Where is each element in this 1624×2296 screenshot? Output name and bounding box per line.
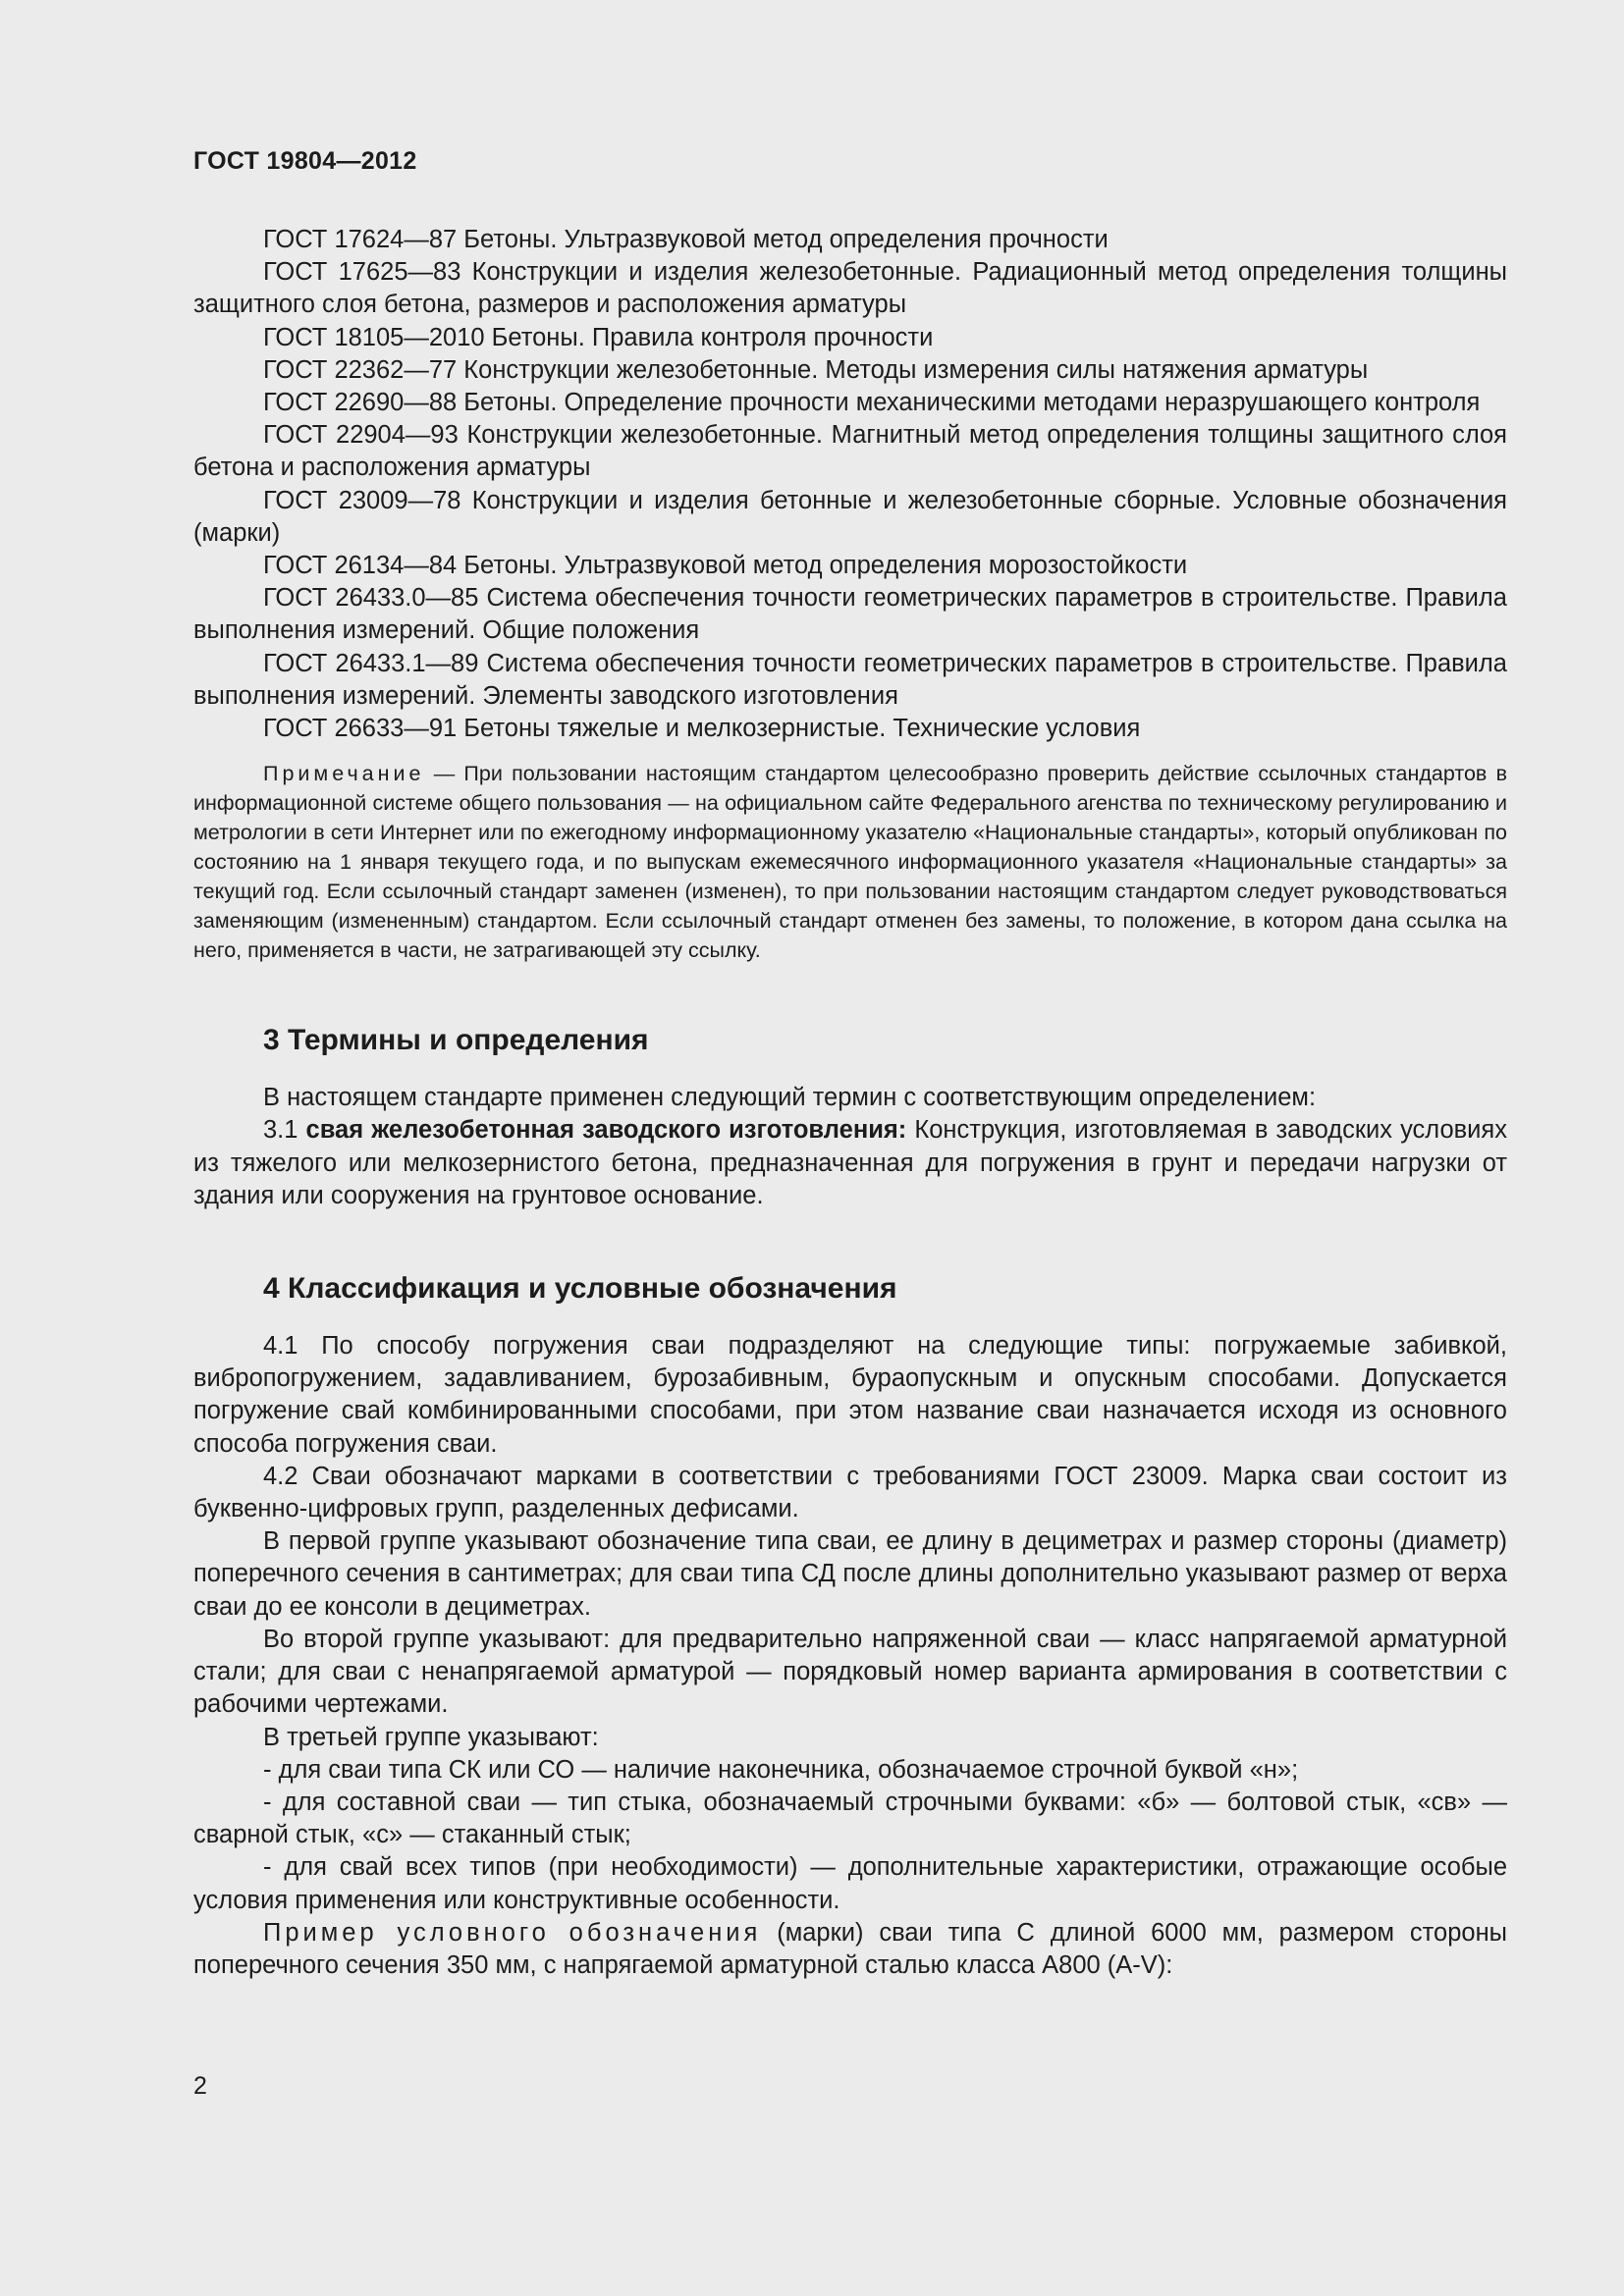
example-text: (марки) сваи типа С длиной 6000 мм, размером стороны поперечного сечения 350 мм, с напрягаемой арматурной сталью класса А800 (A-V): — [193, 1918, 1508, 1979]
term-name: свая железобетонная заводского изготовления: — [305, 1116, 907, 1145]
term-definition — [193, 1114, 1507, 1212]
reference-item: ГОСТ 22904—93 Конструкции железобетонные. Магнитный метод определения толщины защитного слоя бетона и расположения арматуры — [193, 421, 1507, 482]
term-definition-text: Конструкция, изготовляемая в заводских условиях из тяжелого или мелкозернистого бетона, предназначенная для погружения в грунт и передачи нагрузки от здания или сооружения на грунтовое основание. — [193, 1116, 1507, 1209]
page-number: 2 — [193, 2072, 207, 2100]
paragraph-second-group: Во второй группе указывают: для предварительно напряженной сваи — класс напрягаемой арматурной стали; для сваи с ненапрягаемой арматурой — порядковый номер варианта армирования в соответствии с рабочими чертежами. — [193, 1625, 1507, 1719]
normative-references-list — [193, 224, 1507, 745]
reference-item: ГОСТ 26633—91 Бетоны тяжелые и мелкозернистые. Технические условия — [263, 715, 1141, 743]
list-item-extra: - для свай всех типов (при необходимости) — дополнительные характеристики, отражающие особые условия применения или конструктивные особенности. — [193, 1853, 1507, 1914]
paragraph-first-group: В первой группе указывают обозначение типа сваи, ее длину в дециметрах и размер стороны (диаметр) поперечного сечения в сантиметрах; для сваи типа СД после длины дополнительно указывают размер от верха сваи до ее консоли в дециметрах. — [193, 1527, 1507, 1621]
term-number: 3.1 — [263, 1116, 306, 1145]
reference-item: ГОСТ 17625—83 Конструкции и изделия железобетонные. Радиационный метод определения толщины защитного слоя бетона, размеров и расположения арматуры — [193, 258, 1507, 319]
paragraph-third-group: В третьей группе указывают: — [263, 1723, 599, 1751]
section-3-title: 3 Термины и определения — [263, 1024, 649, 1057]
list-item-joint: - для составной сваи — тип стыка, обозначаемый строчными буквами: «б» — болтовой стык, «св» — сварной стык, «с» — стаканный стык; — [193, 1788, 1507, 1849]
page-content — [193, 224, 1507, 1982]
paragraph-4-1: 4.1 По способу погружения сваи подразделяют на следующие типы: погружаемые забивкой, вибропогружением, задавливанием, бурозабивным, бураопускным и опускным способами. Допускается погружение свай комбинированными способами, при этом название сваи назначается исходя из основного способа погружения сваи. — [193, 1332, 1507, 1458]
reference-item: ГОСТ 17624—87 Бетоны. Ультразвуковой метод определения прочности — [263, 226, 1109, 253]
reference-item: ГОСТ 26433.1—89 Система обеспечения точности геометрических параметров в строительстве. Правила выполнения измерений. Элементы заводского изготовления — [193, 649, 1507, 710]
document-code-header: ГОСТ 19804—2012 — [193, 147, 417, 175]
note-label: Примечание — [263, 762, 425, 786]
reference-item: ГОСТ 26433.0—85 Система обеспечения точности геометрических параметров в строительстве. Правила выполнения измерений. Общие положения — [193, 584, 1507, 645]
reference-item: ГОСТ 22362—77 Конструкции железобетонные. Методы измерения силы натяжения арматуры — [263, 355, 1369, 384]
section-4-title: 4 Классификация и условные обозначения — [263, 1272, 897, 1306]
reference-item: ГОСТ 22690—88 Бетоны. Определение прочности механическими методами неразрушающего контроля — [263, 389, 1481, 417]
reference-note — [193, 759, 1507, 965]
reference-item: ГОСТ 18105—2010 Бетоны. Правила контроля прочности — [263, 323, 934, 351]
designation-example — [193, 1917, 1507, 1982]
list-item-tip: - для сваи типа СК или СО — наличие наконечника, обозначаемое строчной буквой «н»; — [263, 1755, 1299, 1784]
paragraph-4-2: 4.2 Сваи обозначают марками в соответствии с требованиями ГОСТ 23009. Марка сваи состоит из буквенно-цифровых групп, разделенных дефисами. — [193, 1462, 1507, 1523]
note-text: — При пользовании настоящим стандартом целесообразно проверить действие ссылочных стандартов в информационной системе общего пользования — на официальном сайте Федерального агенства по техническому регулированию и метрологии в сети Интернет или по ежегодному информационному указателю «Национальные стандарты», который опубликован по состоянию на 1 января текущего года, и по выпускам ежемесячного информационного указателя «Национальные стандарты» за текущий год. Если ссылочный стандарт заменен (изменен), то при пользовании настоящим стандартом следует руководствоваться заменяющим (измененным) стандартом. Если ссылочный стандарт отменен без замены, то положение, в котором дана ссылка на него, применяется в части, не затрагивающей эту ссылку. — [193, 762, 1507, 963]
example-label: Пример условного обозначения — [263, 1918, 762, 1947]
reference-item: ГОСТ 23009—78 Конструкции и изделия бетонные и железобетонные сборные. Условные обозначения (марки) — [193, 486, 1507, 547]
reference-item: ГОСТ 26134—84 Бетоны. Ультразвуковой метод определения морозостойкости — [263, 552, 1188, 580]
section-3-intro: В настоящем стандарте применен следующий термин с соответствующим определением: — [263, 1084, 1317, 1112]
